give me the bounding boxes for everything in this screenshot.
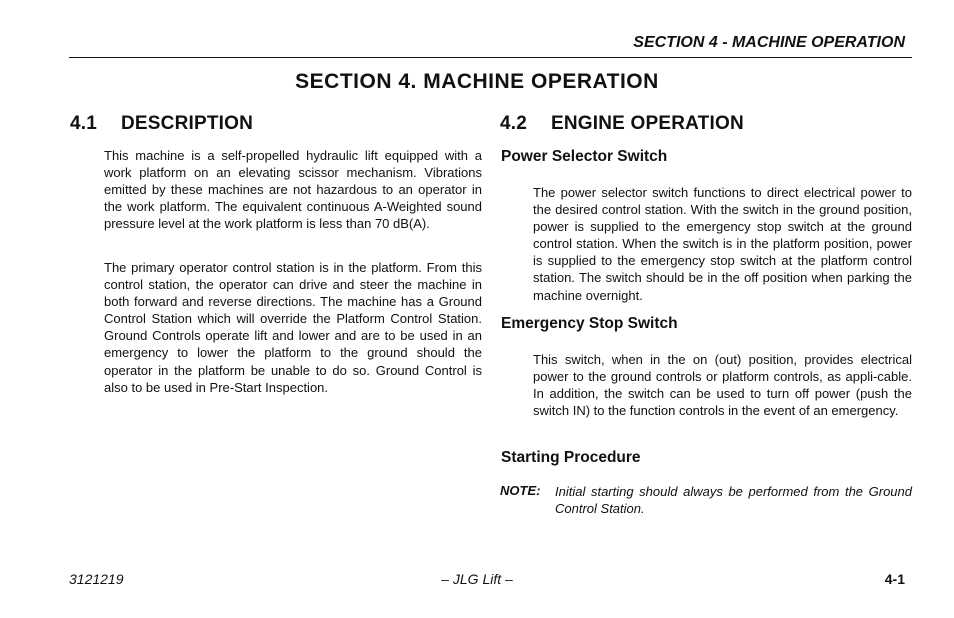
emergency-stop-paragraph: This switch, when in the on (out) position, provides electrical power to the ground controls or platform controls, as appli-cable. In addition, the switch can be used to turn off power (push the switch IN) to the function controls in the event of an emergency.	[533, 352, 912, 419]
note-label: NOTE:	[500, 483, 541, 498]
footer-publisher: – JLG Lift –	[441, 571, 513, 587]
heading-description-title: DESCRIPTION	[121, 113, 254, 134]
header-rule	[69, 57, 912, 58]
footer-page-number: 4-1	[884, 571, 905, 587]
description-paragraph-1: This machine is a self-propelled hydraulic lift equipped with a work platform on an elevating scissor mechanism. Vibrations emitted by these machines are not hazardous to an operator in the work platform. The equivalent continuous A-Weighted sound pressure level at the work platform is less than 70 dB(A).	[104, 148, 482, 232]
heading-description-number: 4.1	[70, 113, 98, 134]
heading-starting-procedure: Starting Procedure	[501, 449, 641, 466]
heading-power-selector-switch: Power Selector Switch	[501, 148, 668, 165]
heading-emergency-stop-switch: Emergency Stop Switch	[501, 315, 678, 332]
footer-doc-number: 3121219	[69, 571, 124, 587]
power-selector-paragraph: The power selector switch functions to direct electrical power to the desired control station. With the switch in the ground position, power is supplied to the emergency stop switch at the ground control station. When the switch is in the platform position, power is supplied to the emergency stop switch at the platform control station. The switch should be in the off position when parking the machine overnight.	[533, 185, 912, 303]
note-text: Initial starting should always be performed from the Ground Control Station.	[555, 484, 912, 517]
heading-engine-operation-number: 4.2	[500, 113, 528, 134]
running-header: SECTION 4 - MACHINE OPERATION	[633, 34, 905, 51]
description-paragraph-2: The primary operator control station is in the platform. From this control station, the operator can drive and steer the machine in both forward and reverse directions. The machine has a Ground Control Station which will override the Platform Control Station. Ground Controls operate lift and lower and are to be used in an emergency to lower the platform to the ground should the operator in the platform be unable to do so. Ground Control is also to be used in Pre-Start Inspection.	[104, 260, 482, 395]
section-title: SECTION 4. MACHINE OPERATION	[295, 70, 659, 93]
heading-engine-operation	[500, 113, 744, 135]
heading-description	[70, 113, 253, 135]
heading-engine-operation-title: ENGINE OPERATION	[551, 113, 744, 134]
